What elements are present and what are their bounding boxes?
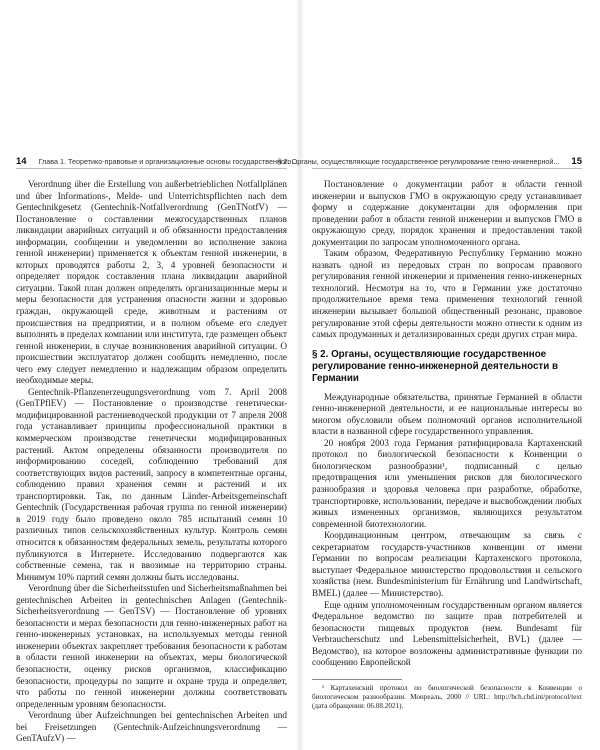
right-page [277, 0, 600, 750]
body-paragraph: 20 ноября 2003 года Германия ратифицировала Картахенский протокол по биологической безопасности к Конвенции о биологическом разнообразии¹, подписанный с целью предотвращения или уменьшения рисков для биологического разнообразия и здоровья человека при разработке, обработке, транспортировке, использовании, передаче и высвобождении любых живых измененных организмов, являющихся результатом современной биотехнологии. [312, 437, 582, 529]
section-heading: § 2. Органы, осуществляющие государственное регулирование генно-инженерной деятельности в Германии [312, 348, 558, 384]
right-page-body [312, 179, 582, 711]
body-paragraph: Международные обязательства, принятые Германией в области генно-инженерной деятельности, и ее национальные интересы во многом обусловили объем полномочий органов исполнительной власти в названной сфере государственного управления. [312, 391, 582, 437]
running-title: Глава 1. Теоретико-правовые и организационные основы государственного... [38, 156, 298, 166]
body-paragraph: Verordnung über Aufzeichnungen bei gentechnischen Arbeiten und bei Freisetzungen (Gentechnik-Aufzeichnungsverordnung — GenTAufzV) — [16, 710, 287, 744]
page-number: 14 [16, 155, 27, 167]
body-paragraph: Еще одним уполномоченным государственным органом является Федеральное ведомство по защите прав потребителей и безопасности пищевых продуктов (нем. Bundesamt für Verbraucherschutz und Lebensmittelsicherheit, BVL) (далее — Ведомство), на которое возложены административные функции по сообщению Европейской [312, 599, 582, 668]
left-page-body [16, 179, 287, 745]
body-paragraph: Таким образом, Федеративную Республику Германию можно назвать одной из передовых стран по вопросам правового регулирования генной инженерии и применения генно-инженерных технологий. Несмотря на то, что в Германии уже достаточно продолжительное время тема применения технологий генной инженерии вызывает большой общественный резонанс, правовое регулирование этой сферы деятельности можно отнести к одним из самых продуманных и детализированных среди других стран мира. [312, 248, 582, 340]
page-number: 15 [571, 155, 582, 167]
previous-page-continuation [16, 0, 287, 154]
body-paragraph: Verordnung über die Sicherheitsstufen und Sicherheitsmaßnahmen bei gentechnischen Arbeiten in gentechnischen Anlagen (Gentechnik-Sicherheitsverordnung — GenTSV) — Постановление об уровнях безопасности и мерах безопасности для генно-инженерных работ на генно-инженерных установках, на используемых методы генной инженерии объектах закрепляет требования безопасности к работам в области генной инженерии на объектах, меры биологической безопасности, оценку рисков организмов, классификацию безопасности, процедуры по защите и охране труда и определяет, что работы по генной инженерии должны соответствовать определенным уровням безопасности. [16, 583, 287, 709]
previous-page-continuation [312, 0, 582, 154]
running-title: § 2. Органы, осуществляющие государственное регулирование генно-инженерной... [277, 156, 560, 166]
footnote-divider [312, 679, 402, 680]
body-paragraph: Verordnung über die Erstellung von außerbetrieblichen Notfallplänen und über Informations-, Melde- und Unterrichtspflichten nach dem Gentechnikgesetz (Gentechnik-Notfallverordnung (GenTNotfV) — Постановление о составлении межгосударственных планов ликвидации аварийных ситуаций и об обязанности предоставления информации, сообщении и уведомлении во исполнение закона генной инженерии) применяется к объектам генной инженерии, в которых проводятся работы 2, 3, 4 уровней безопасности и определяет порядок составления плана ликвидации аварийной ситуации. Такой план должен определять организационные меры и меры безопасности для устранения опасности жизни и здоровью граждан, окружающей среде, животным и растениям от происшествия на предприятии, и в полном объеме его следует выполнять в пределах компании или института, где размещен объект генной инженерии, в случае возникновения аварийной ситуации. О происшествии эксплуататор должен сообщить немедленно, после чего ему следует немедленно и надлежащим образом определить необходимые меры. [16, 179, 287, 386]
right-page-header [277, 154, 582, 169]
body-paragraph: Постановление о документации работ в области генной инженерии и выпусков ГМО в окружающую среду устанавливает форму и содержание документации для оформления при проведении работ в области генной инженерии и выпусков ГМО в окружающую среду, порядок хранения и предоставления такой документации по запросам уполномоченного органа. [312, 179, 582, 247]
body-paragraph: Координационным центром, отвечающим за связь с секретариатом государств-участников конвенции от имени Германии по вопросам реализации Картахенского протокола, выступает Федеральное министерство продовольствия и сельского хозяйства (нем. Bundesministerium für Ernährung und Landwirtschaft, BMEL) (далее — Министерство). [312, 530, 582, 598]
left-page-header [16, 154, 298, 169]
footnote: ¹ Картахенский протокол по биологической безопасности к Конвенции о биологическом разнообразии. Монреаль, 2000 // URL: http://bch.cbd.int/protocol/text (дата обращения: 06.08.2021). [312, 683, 582, 710]
body-paragraph: Gentechnik-Pflanzenerzeugungsverordnung vom 7. April 2008 (GenTPflEV) — Постановление о производстве генетически-модифицированной растениеводческой продукции от 7 апреля 2008 года устанавливает принципы профессиональной практики в коммерческом производстве генетически модифицированных растений. Актом определены обязанности производителя по информированию соседей, соблюдению требований для соответствующих видов растений, запросу в компетентные органы, соблюдению правил хранения семян и растений и их транспортировки. Так, по данным Länder-Arbeitsgemeinschaft Gentechnik (Государственная рабочая группа по генной инженерии) в 2019 году было проведено около 785 испытаний семян 10 различных типов сельскохозяйственных культур. Контроль семян относится к обязанностям федеральных земель, результаты которого публикуются в Интернете. Исследованию подвергаются как собственные семена, так и ввозимые на территорию страны. Минимум 10% партий семян должны быть исследованы. [16, 386, 287, 582]
